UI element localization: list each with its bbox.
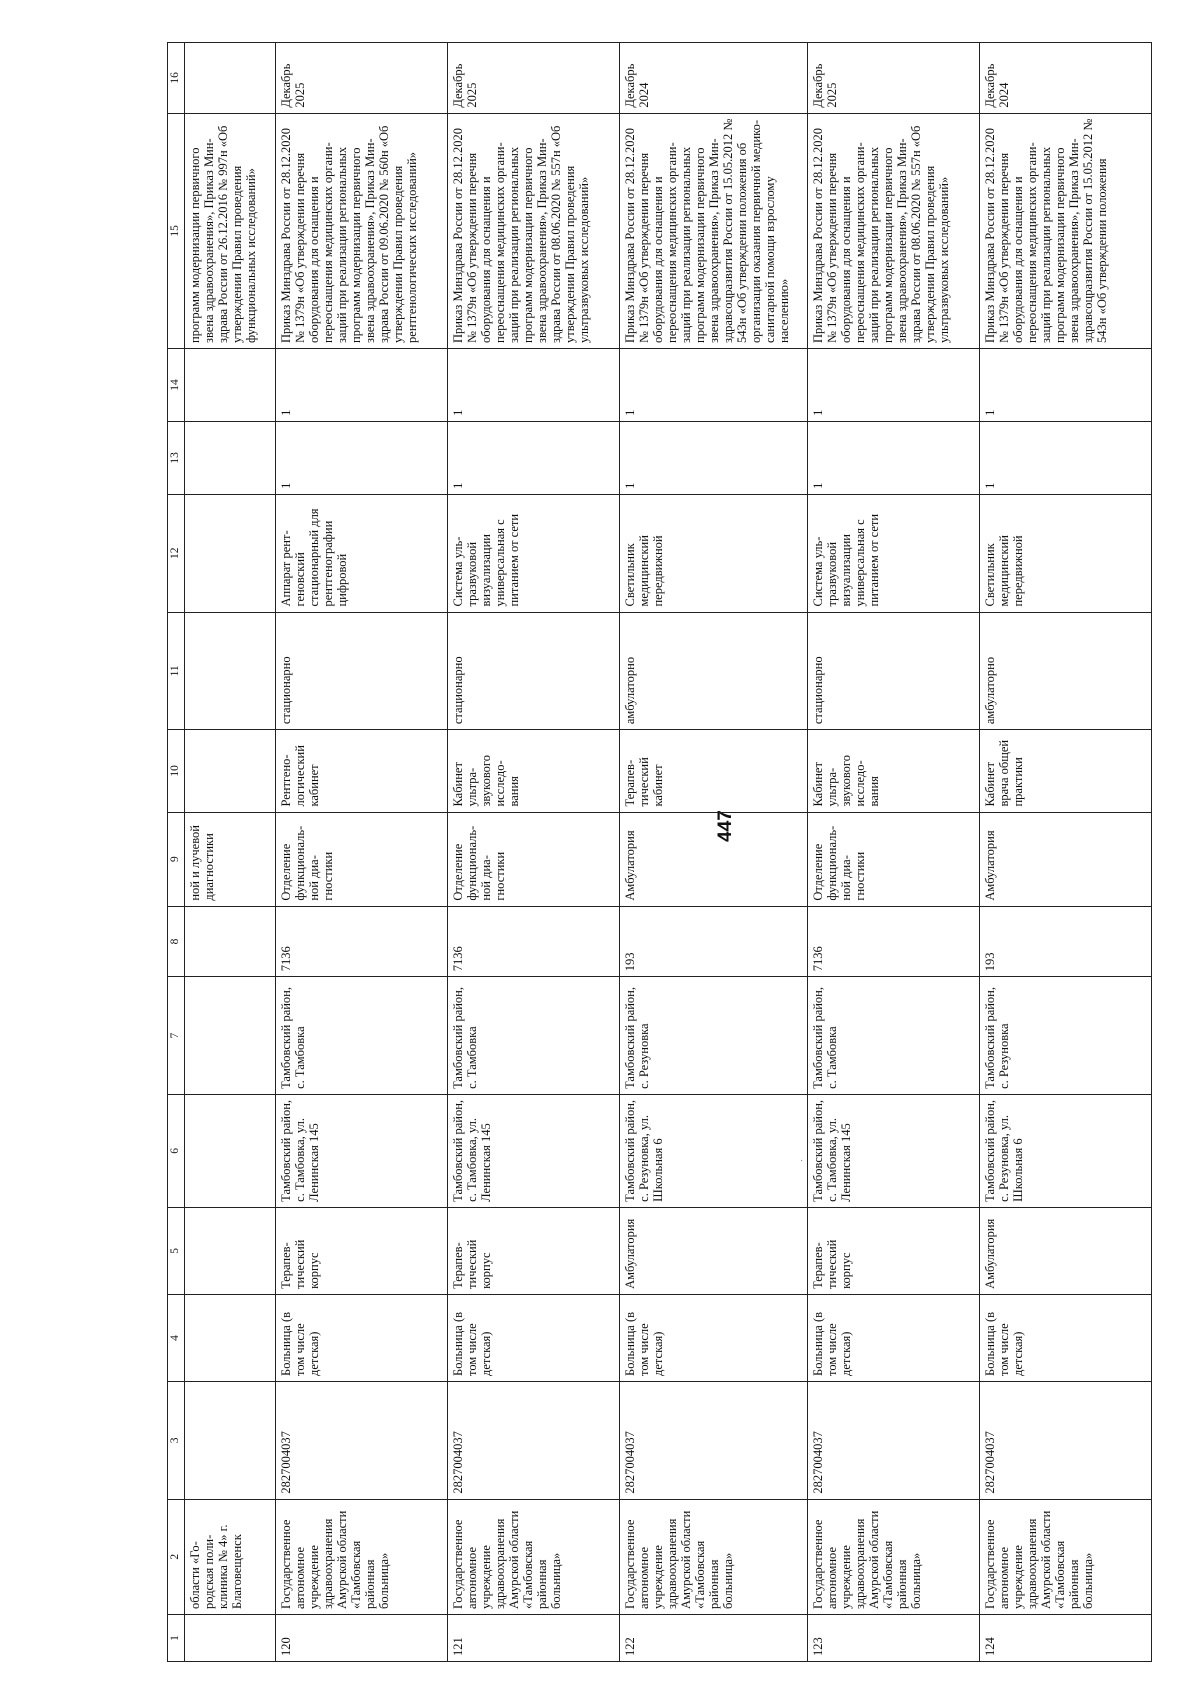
- cell-equipment: Система ультразвуковой визуализации универсальная с питанием от сети: [448, 494, 620, 612]
- cell-organization: Государственное автономное учреждение здравоохранения Амурской области «Тамбовская районная больница»: [979, 1499, 1151, 1614]
- cell-room: Кабинет ультразвукового исследования: [448, 730, 620, 812]
- cell-care-mode: стационарно: [807, 612, 979, 730]
- continuation-row: [185, 43, 276, 1662]
- column-number: 11: [168, 612, 185, 730]
- column-number: 16: [168, 43, 185, 114]
- cell-department: Отделение функциональной диагностики: [448, 812, 620, 906]
- cell-row-number: [185, 1614, 276, 1661]
- cell-equipment: Система ультразвуковой визуализации универсальная с питанием от сети: [807, 494, 979, 612]
- cell-locality: Тамбовский район, с. Резуновка: [620, 977, 807, 1095]
- cell-regulation: программ модернизации первичного звена здравоохранения», Приказ Минздрава России от 26.12.2016 № 997н «Об утверждении Правил проведения функциональных исследований»: [185, 113, 276, 348]
- cell-regulation: Приказ Минздрава России от 28.12.2020 № 1379н «Об утверждении перечня оборудования для оснащения и переоснащения медицинских организаций при реализации региональных программ модернизации первичного звена здравоохранения», Приказ Минздравсоцразвития России от 15.05.2012 № 543н «Об утверждении положения: [979, 113, 1151, 348]
- cell-row-number: 123: [807, 1614, 979, 1661]
- table-row: [979, 43, 1151, 1662]
- cell-facility-type: Больница (в том числе детская): [275, 1294, 447, 1381]
- cell-equipment: Светильник медицинский передвижной: [979, 494, 1151, 612]
- cell-building: Терапевтический корпус: [807, 1207, 979, 1294]
- column-number: 4: [168, 1294, 185, 1381]
- cell-room: Терапевтический кабинет: [620, 730, 807, 812]
- column-number: 15: [168, 113, 185, 348]
- cell-deadline: Декабрь 2024: [620, 43, 807, 114]
- cell-locality: Тамбовский район, с. Резуновка: [979, 977, 1151, 1095]
- cell-equipment: [185, 494, 276, 612]
- column-number: 8: [168, 906, 185, 977]
- cell-department: Отделение функциональной диагностики: [807, 812, 979, 906]
- cell-inn: 2827004037: [807, 1381, 979, 1499]
- column-number: 10: [168, 730, 185, 812]
- cell-address: Тамбовский район, с. Тамбовка, ул. Ленинская 145: [275, 1094, 447, 1207]
- cell-deadline: Декабрь 2025: [807, 43, 979, 114]
- cell-room: Кабинет ультразвукового исследования: [807, 730, 979, 812]
- cell-quantity-total: 1: [979, 348, 1151, 421]
- cell-address: Тамбовский район, с. Резуновка, ул. Школьная 6: [979, 1094, 1151, 1207]
- cell-quantity: 1: [807, 421, 979, 494]
- cell-department: Амбулатория: [620, 812, 807, 906]
- cell-quantity-total: 1: [807, 348, 979, 421]
- cell-regulation: Приказ Минздрава России от 28.12.2020 № 1379н «Об утверждении перечня оборудования для оснащения и переоснащения медицинских организаций при реализации региональных программ модернизации первичного звена здравоохранения», Приказ Минздрава России от 08.06.2020 № 557н «Об утверждении Правил проведения ультразвуковых исследований»: [448, 113, 620, 348]
- column-number: 13: [168, 421, 185, 494]
- column-number: 6: [168, 1094, 185, 1207]
- column-number: 12: [168, 494, 185, 612]
- cell-deadline: Декабрь 2024: [979, 43, 1151, 114]
- cell-quantity-total: 1: [275, 348, 447, 421]
- cell-care-mode: стационарно: [448, 612, 620, 730]
- cell-care-mode: стационарно: [275, 612, 447, 730]
- cell-locality: Тамбовский район, с. Тамбовка: [275, 977, 447, 1095]
- column-number-row: [168, 43, 185, 1662]
- cell-quantity-total: [185, 348, 276, 421]
- cell-population: 193: [620, 906, 807, 977]
- cell-inn: 2827004037: [448, 1381, 620, 1499]
- cell-population: 7136: [807, 906, 979, 977]
- cell-inn: 2827004037: [979, 1381, 1151, 1499]
- table-row: [620, 43, 807, 1662]
- cell-department: Амбулатория: [979, 812, 1151, 906]
- cell-quantity: [185, 421, 276, 494]
- cell-regulation: Приказ Минздрава России от 28.12.2020 № 1379н «Об утверждении перечня оборудования для оснащения и переоснащения медицинских организаций при реализации региональных программ модернизации первичного звена здравоохранения», Приказ Минздрава России от 08.06.2020 № 557н «Об утверждении Правил проведения ультразвуковых исследований»: [807, 113, 979, 348]
- cell-deadline: [185, 43, 276, 114]
- cell-regulation: Приказ Минздрава России от 28.12.2020 № 1379н «Об утверждении перечня оборудования для оснащения и переоснащения медицинских организаций при реализации региональных программ модернизации первичного звена здравоохранения», Приказ Минздравсоцразвития России от 15.05.2012 № 543н «Об утверждении положения об организации оказания первичной медико-санитарной помощи взрослому населению»: [620, 113, 807, 348]
- cell-quantity: 1: [620, 421, 807, 494]
- column-number: 9: [168, 812, 185, 906]
- cell-facility-type: Больница (в том числе детская): [979, 1294, 1151, 1381]
- cell-building: [185, 1207, 276, 1294]
- cell-building: Амбулатория: [979, 1207, 1151, 1294]
- column-number: 1: [168, 1614, 185, 1661]
- cell-address: Тамбовский район, с. Резуновка, ул. Школьная 6: [620, 1094, 807, 1207]
- registry-table-frame: [167, 42, 1152, 1662]
- cell-organization: Государственное автономное учреждение здравоохранения Амурской области «Тамбовская районная больница»: [620, 1499, 807, 1614]
- cell-department: Отделение функциональной диагностики: [275, 812, 447, 906]
- cell-address: [185, 1094, 276, 1207]
- cell-locality: Тамбовский район, с. Тамбовка: [448, 977, 620, 1095]
- cell-organization: Государственное автономное учреждение здравоохранения Амурской области «Тамбовская районная больница»: [448, 1499, 620, 1614]
- cell-facility-type: Больница (в том числе детская): [620, 1294, 807, 1381]
- cell-locality: [185, 977, 276, 1095]
- cell-quantity: 1: [275, 421, 447, 494]
- cell-quantity-total: 1: [620, 348, 807, 421]
- cell-facility-type: [185, 1294, 276, 1381]
- cell-row-number: 122: [620, 1614, 807, 1661]
- cell-address: Тамбовский район, с. Тамбовка, ул. Ленинская 145: [448, 1094, 620, 1207]
- column-number: 3: [168, 1381, 185, 1499]
- cell-inn: [185, 1381, 276, 1499]
- cell-facility-type: Больница (в том числе детская): [807, 1294, 979, 1381]
- cell-regulation: Приказ Минздрава России от 28.12.2020 № 1379н «Об утверждении перечня оборудования для оснащения и переоснащения медицинских организаций при реализации региональных программ модернизации первичного звена здравоохранения», Приказ Минздрава России от 09.06.2020 № 560н «Об утверждении Правил проведения рентгенологических исследований»: [275, 113, 447, 348]
- equipment-registry-table: [167, 42, 1152, 1662]
- column-number: 5: [168, 1207, 185, 1294]
- cell-population: [185, 906, 276, 977]
- column-number: 7: [168, 977, 185, 1095]
- cell-care-mode: амбулаторно: [620, 612, 807, 730]
- cell-deadline: Декабрь 2025: [275, 43, 447, 114]
- cell-locality: Тамбовский район, с. Тамбовка: [807, 977, 979, 1095]
- cell-room: Рентгенологический кабинет: [275, 730, 447, 812]
- cell-facility-type: Больница (в том числе детская): [448, 1294, 620, 1381]
- cell-inn: 2827004037: [620, 1381, 807, 1499]
- cell-department: ной и лучевой диагностики: [185, 812, 276, 906]
- cell-address: Тамбовский район, с. Тамбовка, ул. Ленинская 145: [807, 1094, 979, 1207]
- column-number: 14: [168, 348, 185, 421]
- cell-room: [185, 730, 276, 812]
- cell-deadline: Декабрь 2025: [448, 43, 620, 114]
- cell-organization: Государственное автономное учреждение здравоохранения Амурской области «Тамбовская районная больница»: [275, 1499, 447, 1614]
- table-row: [448, 43, 620, 1662]
- cell-building: Терапевтический корпус: [275, 1207, 447, 1294]
- cell-care-mode: амбулаторно: [979, 612, 1151, 730]
- table-row: [275, 43, 447, 1662]
- table-row: [807, 43, 979, 1662]
- column-number: 2: [168, 1499, 185, 1614]
- cell-population: 7136: [448, 906, 620, 977]
- scan-mark: ·: [800, 1155, 804, 1166]
- cell-quantity: 1: [979, 421, 1151, 494]
- cell-population: 193: [979, 906, 1151, 977]
- cell-equipment: Светильник медицинский передвижной: [620, 494, 807, 612]
- cell-organization: Государственное автономное учреждение здравоохранения Амурской области «Тамбовская районная больница»: [807, 1499, 979, 1614]
- cell-row-number: 124: [979, 1614, 1151, 1661]
- cell-care-mode: [185, 612, 276, 730]
- cell-organization: области «Городская поликлиника № 4» г. Благовещенск: [185, 1499, 276, 1614]
- page-number: 447: [715, 810, 736, 842]
- cell-quantity: 1: [448, 421, 620, 494]
- cell-row-number: 121: [448, 1614, 620, 1661]
- cell-inn: 2827004037: [275, 1381, 447, 1499]
- cell-building: Терапевтический корпус: [448, 1207, 620, 1294]
- cell-equipment: Аппарат рентгеновский стационарный для рентгенографии цифровой: [275, 494, 447, 612]
- cell-population: 7136: [275, 906, 447, 977]
- cell-room: Кабинет врача общей практики: [979, 730, 1151, 812]
- cell-row-number: 120: [275, 1614, 447, 1661]
- cell-building: Амбулатория: [620, 1207, 807, 1294]
- cell-quantity-total: 1: [448, 348, 620, 421]
